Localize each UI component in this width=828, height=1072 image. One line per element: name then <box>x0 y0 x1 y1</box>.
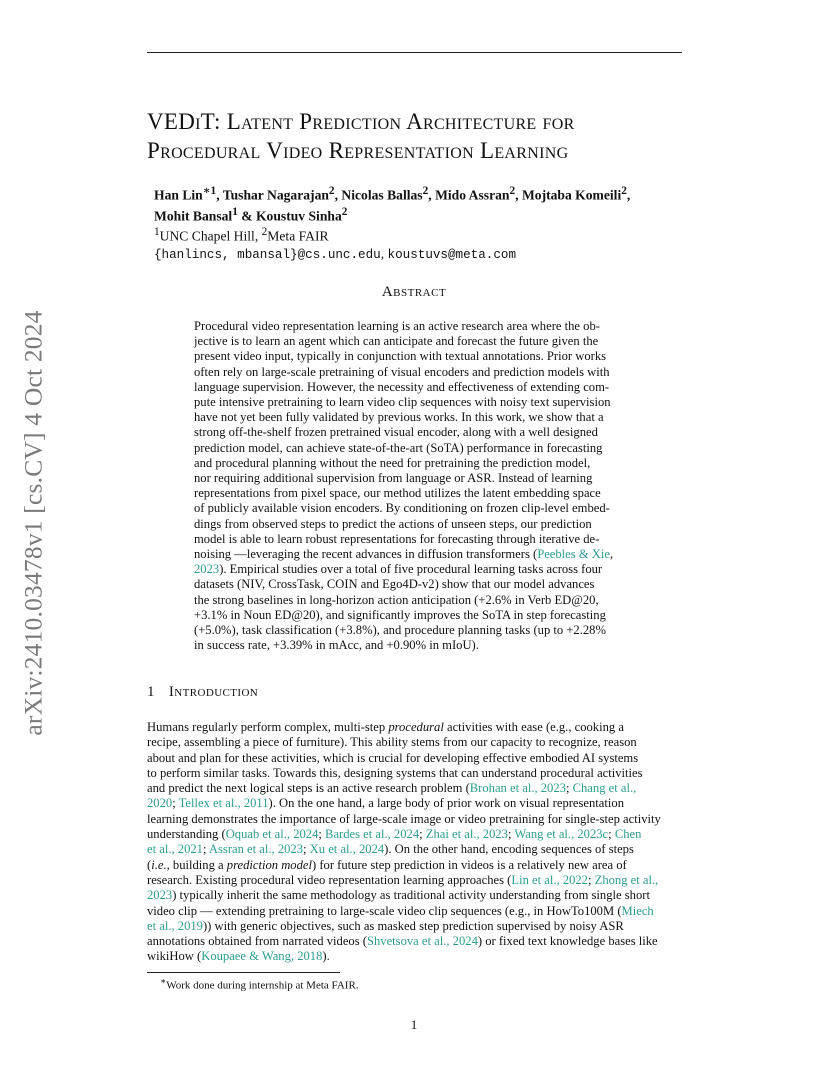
citation-link[interactable]: Brohan et al., 2023 <box>469 781 566 796</box>
abstract-line <box>194 547 634 562</box>
affiliation-mark: 1 <box>154 226 160 239</box>
affiliation-name: Meta FAIR <box>267 228 329 244</box>
intro-text: , building a <box>166 857 227 872</box>
citation-link[interactable]: Koupaee & Wang, 2018 <box>201 949 323 964</box>
affiliation-mark: 2 <box>422 185 429 197</box>
citation-link[interactable]: et al., 2021 <box>147 842 203 857</box>
author-separator: , <box>626 187 631 203</box>
author-name: , Nicolas Ballas <box>334 187 423 203</box>
citation-link[interactable]: 2023 <box>194 562 220 577</box>
citation-link[interactable]: Assran et al., 2023 <box>208 842 304 857</box>
intro-text: )) with generic objectives, such as masked step prediction supervised by noisy ASR <box>202 918 624 933</box>
abstract-line: in success rate, +3.39% in mAcc, and +0.90% in mIoU). <box>194 638 479 653</box>
abstract-line: representations from pixel space, our method utilizes the latent embedding space <box>194 486 601 501</box>
affiliation-mark: 2 <box>328 185 335 197</box>
abstract-line: strong off-the-shelf frozen pretrained visual encoder, along with a well designed <box>194 425 598 440</box>
citation-link[interactable]: 2023 <box>147 888 173 903</box>
arxiv-stamp-text: arXiv:2410.03478v1 [cs.CV] 4 Oct 2024 <box>19 310 49 736</box>
citation-link[interactable]: Chen <box>614 827 642 842</box>
intro-line <box>147 858 682 873</box>
footnote-mark: ∗ <box>160 976 167 986</box>
email-separator: , <box>380 245 388 261</box>
abstract-line: often rely on large-scale pretraining of visual encoders and prediction models with <box>194 364 610 379</box>
abstract-line <box>194 562 634 577</box>
affiliation-mark: 2 <box>341 205 348 218</box>
abstract-line: of publicly available vision encoders. By conditioning on frozen clip-level embed- <box>194 501 610 516</box>
intro-emphasis: i.e. <box>151 857 167 872</box>
intro-line <box>147 873 682 888</box>
intro-line <box>147 888 682 903</box>
intro-line: recipe, assembling a piece of furniture). This ability stems from our capacity to recognize, reason <box>147 735 637 750</box>
intro-emphasis: prediction model <box>226 857 312 872</box>
abstract-line: have not yet been fully validated by previous works. In this work, we show that a <box>194 410 604 425</box>
citation-link[interactable]: Xu et al., 2024 <box>309 842 385 857</box>
intro-text: ; <box>608 827 615 842</box>
abstract-text: , <box>609 547 614 562</box>
citation-link[interactable]: Oquab et al., 2024 <box>225 827 319 842</box>
arxiv-stamp <box>4 295 64 751</box>
abstract-body <box>194 319 634 653</box>
intro-text: ; <box>587 872 595 887</box>
abstract-line: the strong baselines in long-horizon action anticipation (+2.6% in Verb ED@20, <box>194 592 599 607</box>
citation-link[interactable]: Lin et al., 2022 <box>511 872 588 887</box>
abstract-line: present video input, typically in conjunction with textual annotations. Prior works <box>194 349 607 364</box>
intro-text: ; <box>318 827 326 842</box>
intro-text: ; <box>565 781 573 796</box>
abstract-text: noising —leveraging the recent advances in diffusion transformers ( <box>194 547 538 562</box>
intro-line <box>147 827 682 842</box>
emails <box>154 245 674 264</box>
author-name: , Mojtaba Komeili <box>515 187 622 203</box>
intro-text: annotations obtained from narrated videos ( <box>147 934 367 949</box>
abstract-line: (+5.0%), task classification (+3.8%), and procedure planning tasks (up to +2.28% <box>194 623 606 638</box>
intro-line: learning demonstrates the importance of large-scale image or video pretraining for single-step activity <box>147 811 661 826</box>
intro-text: ; <box>419 827 426 842</box>
title-line-1: VEDiT: Latent Prediction Architecture for <box>147 109 575 134</box>
intro-line <box>147 796 682 811</box>
intro-line <box>147 781 682 796</box>
intro-text: Humans regularly perform complex, multi-step <box>147 720 389 734</box>
author-name: & Koustuv Sinha <box>237 208 342 224</box>
abstract-line: Procedural video representation learning is an active research area where the ob- <box>194 319 600 333</box>
abstract-line: dings from observed steps to predict the actions of unseen steps, our prediction <box>194 516 592 531</box>
citation-link[interactable]: Zhong et al., <box>594 872 659 887</box>
header-rule <box>147 52 682 53</box>
abstract-line: +3.1% in Noun ED@20), and significantly improves the SoTA in step forecasting <box>194 607 606 622</box>
page-number: 1 <box>410 1017 418 1032</box>
intro-text: ). <box>322 949 330 964</box>
intro-line <box>147 904 682 919</box>
intro-text: ; <box>172 796 179 811</box>
intro-text: ( <box>147 857 152 872</box>
intro-text: video clip — extending pretraining to large-scale video clip sequences (e.g., in HowTo100M ( <box>147 903 622 918</box>
footnote <box>160 976 359 992</box>
citation-link[interactable]: Peebles & Xie <box>537 547 610 562</box>
citation-link[interactable]: Bardes et al., 2024 <box>325 827 420 842</box>
section-heading-introduction <box>147 684 258 701</box>
intro-text: wikiHow ( <box>147 949 202 964</box>
abstract-line: prediction model, can achieve state-of-the-art (SoTA) performance in forecasting <box>194 440 603 455</box>
abstract-line: jective is to learn an agent which can anticipate and forecast the future given the <box>194 334 599 349</box>
footnote-rule <box>147 972 340 973</box>
intro-text: and predict the next logical steps is an active research problem ( <box>147 781 470 796</box>
section-title: Introduction <box>168 684 259 700</box>
intro-text: activities with ease (e.g., cooking a <box>443 720 624 734</box>
title-line-2: Procedural Video Representation Learning <box>147 138 569 163</box>
citation-link[interactable]: Zhai et al., 2023 <box>425 827 508 842</box>
intro-text: ) or fixed text knowledge bases like <box>477 934 658 949</box>
footnote-text: Work done during internship at Meta FAIR. <box>166 979 359 992</box>
citation-link[interactable]: Chang et al., <box>572 781 637 796</box>
intro-text: ) typically inherit the same methodology as traditional activity understanding from single short <box>172 888 650 903</box>
citation-link[interactable]: Wang et al., 2023c <box>514 827 609 842</box>
intro-line <box>147 949 682 964</box>
affiliation-mark: ∗1 <box>202 185 217 197</box>
author-block <box>154 183 674 264</box>
author-line-2 <box>154 204 674 225</box>
author-name: , Tushar Nagarajan <box>216 187 329 203</box>
intro-line <box>147 934 682 949</box>
affiliation-mark: 2 <box>621 185 627 197</box>
affiliation-name: UNC Chapel Hill, <box>159 228 262 244</box>
abstract-line: language supervision. However, the necessity and effectiveness of extending com- <box>194 379 610 394</box>
section-number: 1 <box>147 684 155 700</box>
author-name: Mohit Bansal <box>154 208 233 224</box>
intro-text: ). On the one hand, a large body of prior work on visual representation <box>268 796 624 811</box>
intro-text: ) for future step prediction in videos is a relatively new area of <box>312 857 627 872</box>
intro-text: ; <box>202 842 209 857</box>
abstract-line: pute intensive pretraining to learn video clip sequences with noisy text supervision <box>194 395 611 410</box>
affiliations <box>154 224 674 245</box>
intro-text: understanding ( <box>147 827 226 842</box>
intro-emphasis: procedural <box>388 720 444 734</box>
author-name: , Mido Assran <box>428 187 510 203</box>
intro-text: ; <box>303 842 310 857</box>
citation-link[interactable]: 2020 <box>147 796 173 811</box>
citation-link[interactable]: Tellex et al., 2011 <box>178 796 269 811</box>
citation-link[interactable]: et al., 2019 <box>147 918 203 933</box>
abstract-line: nor requiring additional supervision from language or ASR. Instead of learning <box>194 471 593 486</box>
intro-line <box>147 842 682 857</box>
intro-line <box>147 919 682 934</box>
email-address[interactable]: koustuvs@meta.com <box>387 247 517 262</box>
citation-link[interactable]: Shvetsova et al., 2024 <box>366 934 478 949</box>
intro-line: to perform similar tasks. Towards this, designing systems that can understand procedural activities <box>147 765 643 780</box>
introduction-body <box>147 720 682 965</box>
affiliation-mark: 2 <box>509 185 516 197</box>
abstract-text: ). Empirical studies over a total of five procedural learning tasks across four <box>219 562 603 577</box>
abstract-line: model is able to learn robust representations for forecasting through iterative de- <box>194 531 600 546</box>
intro-text: research. Existing procedural video representation learning approaches ( <box>147 872 512 887</box>
intro-text: ; <box>507 827 515 842</box>
abstract-line: and procedural planning without the need for pretraining the prediction model, <box>194 455 591 470</box>
citation-link[interactable]: Miech <box>621 903 654 918</box>
abstract-heading: Abstract <box>381 284 447 300</box>
intro-line <box>147 720 682 735</box>
intro-text: ). On the other hand, encoding sequences of steps <box>384 842 634 857</box>
intro-line: about and plan for these activities, which is crucial for developing effective embodied AI systems <box>147 750 639 765</box>
paper-title <box>147 107 707 165</box>
affiliation-mark: 2 <box>261 226 268 239</box>
author-line-1 <box>154 183 674 204</box>
author-name: Han Lin <box>154 187 203 203</box>
email-address[interactable]: {hanlincs, mbansal}@cs.unc.edu <box>154 247 381 262</box>
abstract-line: datasets (NIV, CrossTask, COIN and Ego4D-v2) show that our model advances <box>194 577 595 592</box>
affiliation-mark: 1 <box>232 205 238 218</box>
